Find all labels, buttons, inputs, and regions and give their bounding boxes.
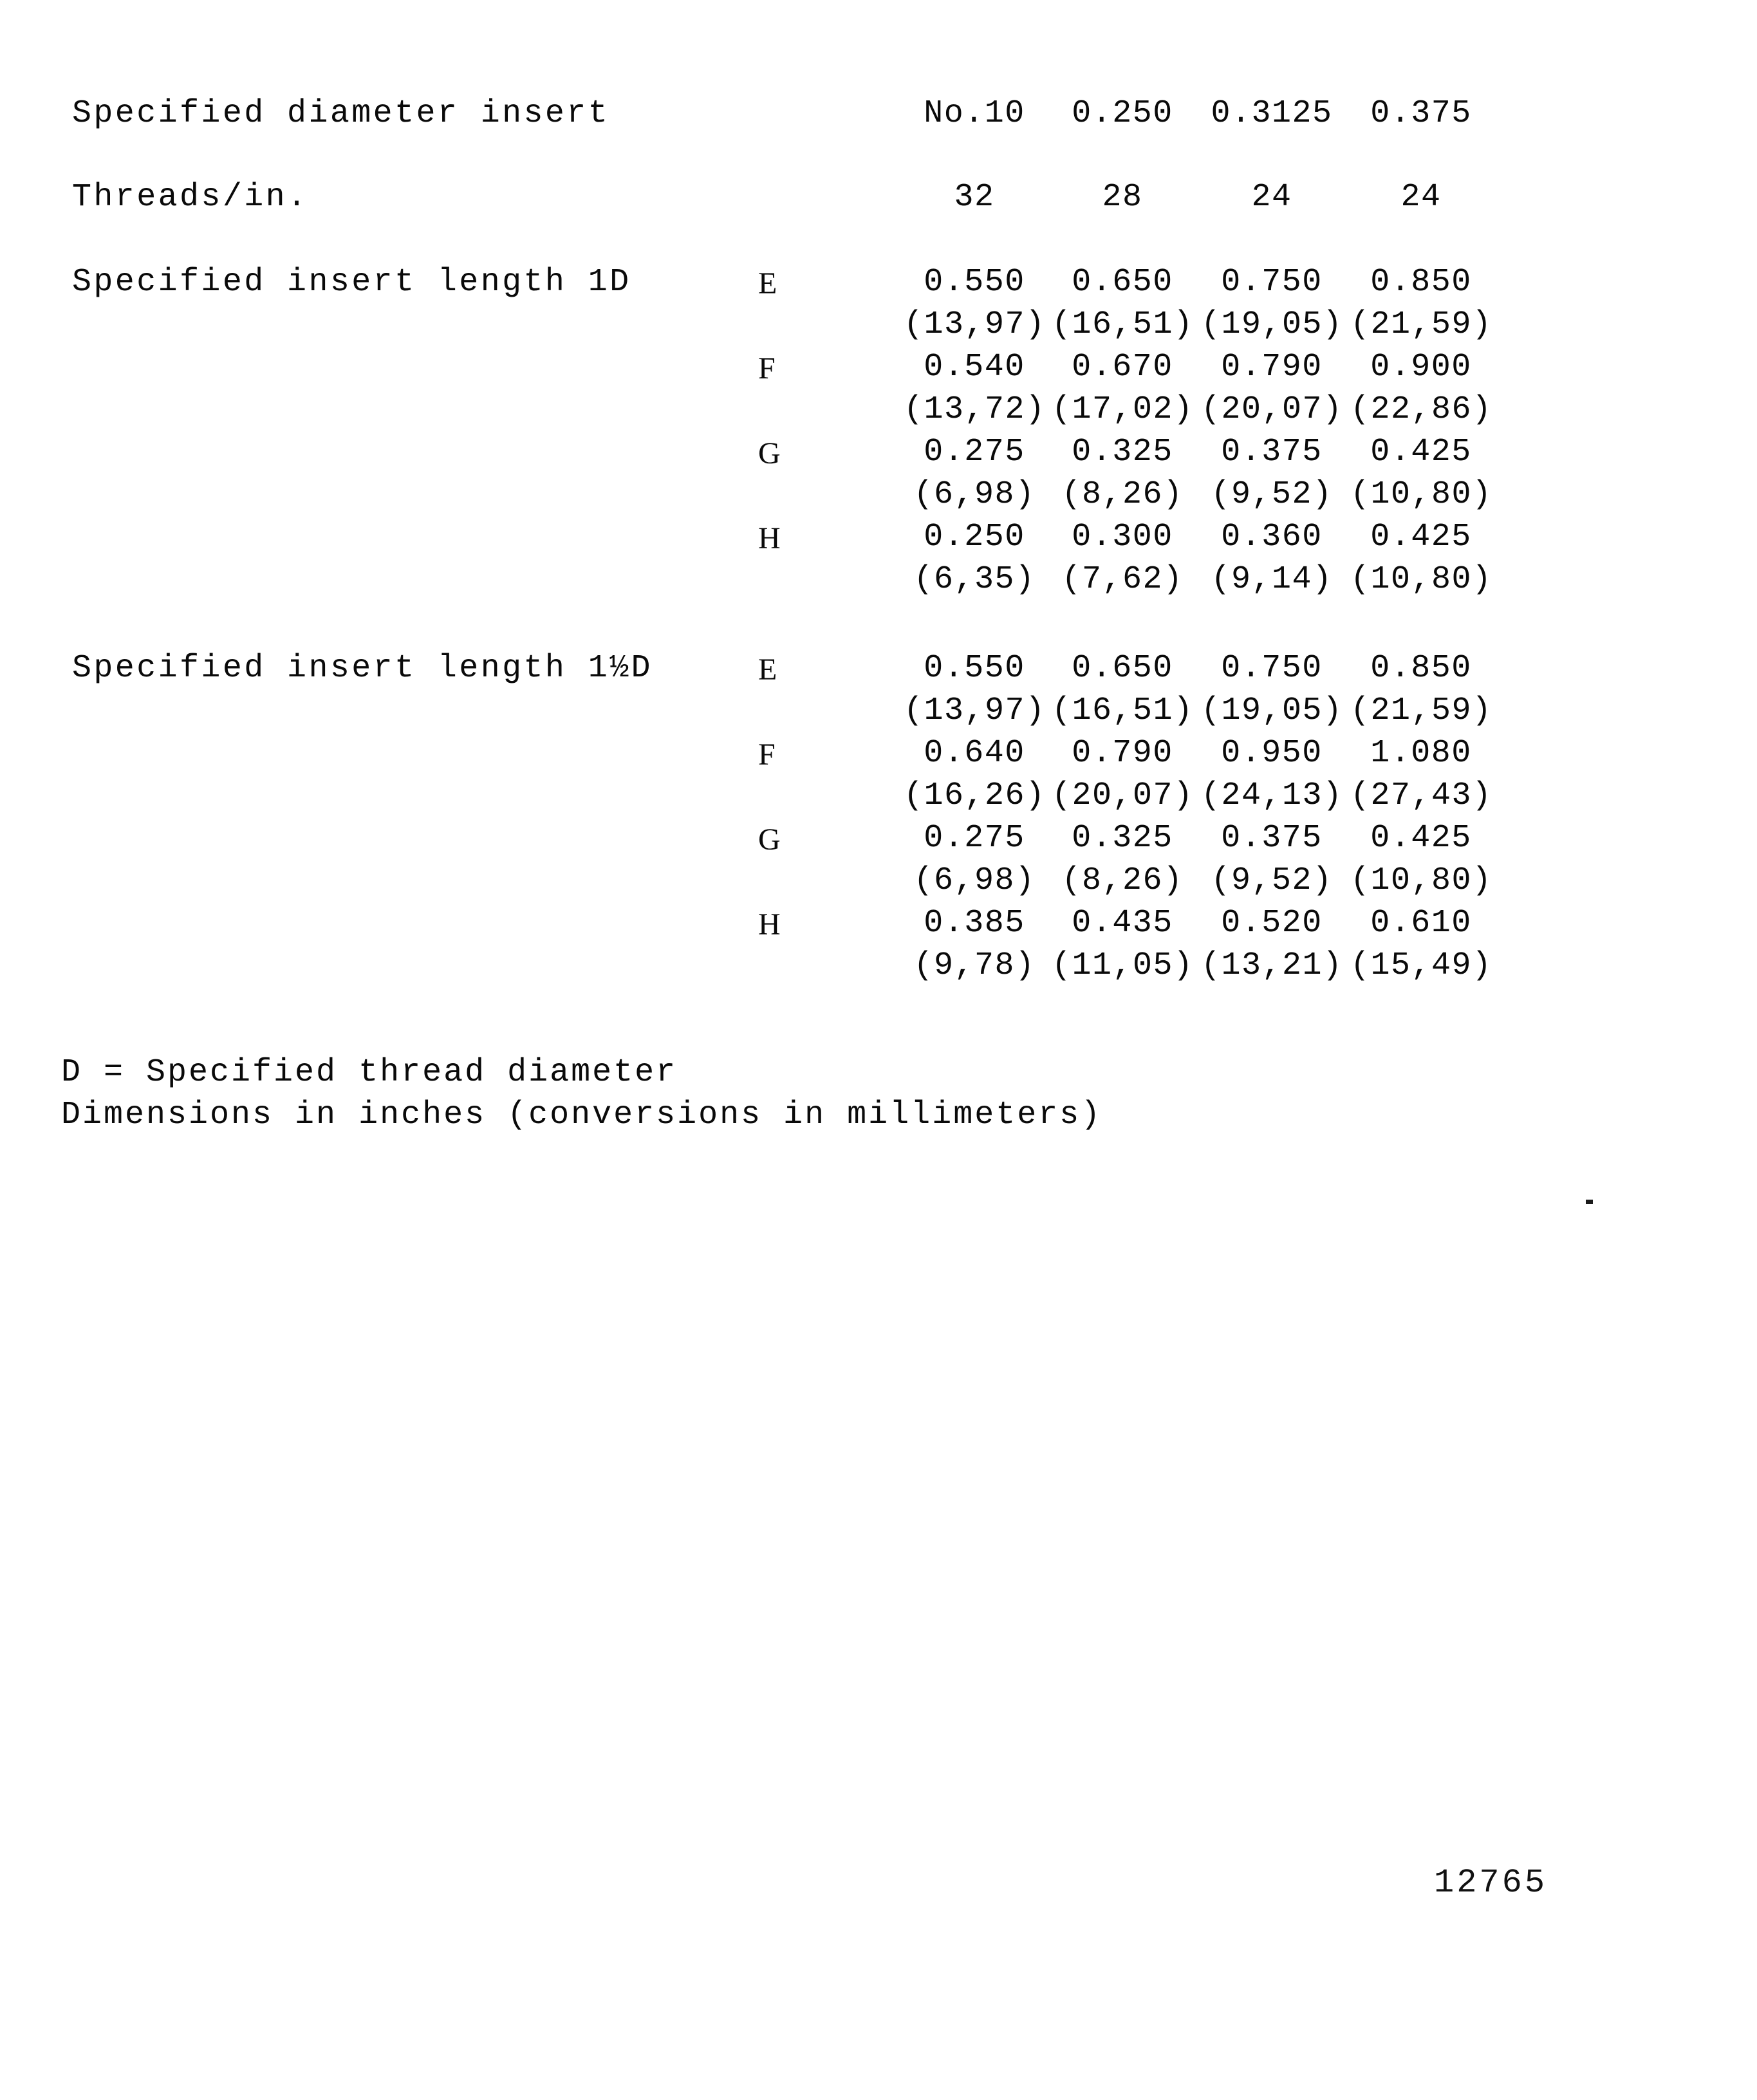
cell-b1-e-mm-2: (16,51)	[1052, 306, 1194, 343]
header-value-col-4: 0.375	[1370, 95, 1472, 132]
row-label-specified-diameter-insert: Specified diameter insert	[72, 95, 610, 132]
cell-b1-g-in-3: 0.375	[1221, 434, 1323, 470]
cell-b1-h-mm-1: (6,35)	[913, 561, 1036, 598]
cell-b2-e-mm-1: (13,97)	[904, 692, 1046, 729]
cell-b2-h-in-4: 0.610	[1370, 905, 1472, 942]
cell-b2-f-in-2: 0.790	[1072, 735, 1173, 772]
threads-value-col-4: 24	[1400, 179, 1442, 216]
cell-b1-g-mm-2: (8,26)	[1061, 476, 1184, 513]
sub-row-label-g-block2: G	[758, 822, 781, 857]
cell-b1-f-mm-4: (22,86)	[1350, 391, 1492, 428]
document-number: 12765	[1434, 1864, 1548, 1902]
cell-b2-g-mm-2: (8,26)	[1061, 862, 1184, 899]
cell-b2-h-in-2: 0.435	[1072, 905, 1173, 942]
cell-b2-f-in-4: 1.080	[1370, 735, 1472, 772]
cell-b1-e-in-2: 0.650	[1072, 264, 1173, 301]
cell-b1-f-mm-3: (20,07)	[1201, 391, 1343, 428]
cell-b1-h-in-2: 0.300	[1072, 519, 1173, 555]
cell-b2-h-in-3: 0.520	[1221, 905, 1323, 942]
footnote-thread-diameter: D = Specified thread diameter	[61, 1054, 678, 1091]
sub-row-label-e-block1: E	[758, 266, 777, 301]
cell-b2-f-mm-2: (20,07)	[1052, 777, 1194, 814]
cell-b2-f-mm-4: (27,43)	[1350, 777, 1492, 814]
cell-b2-g-in-1: 0.275	[924, 820, 1025, 857]
scan-speck-artifact	[1586, 1200, 1593, 1204]
cell-b1-e-in-1: 0.550	[924, 264, 1025, 301]
cell-b1-g-mm-4: (10,80)	[1350, 476, 1492, 513]
cell-b2-g-mm-3: (9,52)	[1211, 862, 1333, 899]
cell-b1-f-mm-1: (13,72)	[904, 391, 1046, 428]
sub-row-label-f-block1: F	[758, 351, 776, 386]
sub-row-label-g-block1: G	[758, 436, 781, 470]
sub-row-label-h-block1: H	[758, 521, 781, 555]
cell-b2-e-in-3: 0.750	[1221, 650, 1323, 687]
cell-b2-g-in-2: 0.325	[1072, 820, 1173, 857]
cell-b1-g-in-2: 0.325	[1072, 434, 1173, 470]
cell-b2-g-mm-4: (10,80)	[1350, 862, 1492, 899]
cell-b2-f-mm-1: (16,26)	[904, 777, 1046, 814]
cell-b1-h-in-3: 0.360	[1221, 519, 1323, 555]
cell-b1-f-mm-2: (17,02)	[1052, 391, 1194, 428]
cell-b2-e-mm-2: (16,51)	[1052, 692, 1194, 729]
cell-b2-h-mm-2: (11,05)	[1052, 947, 1194, 984]
cell-b1-f-in-1: 0.540	[924, 349, 1025, 386]
threads-value-col-2: 28	[1102, 179, 1143, 216]
cell-b2-h-in-1: 0.385	[924, 905, 1025, 942]
cell-b1-e-mm-3: (19,05)	[1201, 306, 1343, 343]
cell-b1-e-in-3: 0.750	[1221, 264, 1323, 301]
cell-b2-g-in-4: 0.425	[1370, 820, 1472, 857]
threads-value-col-1: 32	[954, 179, 995, 216]
cell-b1-f-in-4: 0.900	[1370, 349, 1472, 386]
cell-b1-f-in-3: 0.790	[1221, 349, 1323, 386]
cell-b1-h-mm-4: (10,80)	[1350, 561, 1492, 598]
cell-b2-h-mm-4: (15,49)	[1350, 947, 1492, 984]
cell-b2-f-mm-3: (24,13)	[1201, 777, 1343, 814]
cell-b1-g-in-4: 0.425	[1370, 434, 1472, 470]
row-label-threads-per-inch: Threads/in.	[72, 179, 309, 216]
cell-b2-g-mm-1: (6,98)	[913, 862, 1036, 899]
cell-b2-h-mm-1: (9,78)	[913, 947, 1036, 984]
sub-row-label-f-block2: F	[758, 738, 776, 772]
cell-b2-e-mm-3: (19,05)	[1201, 692, 1343, 729]
cell-b1-e-mm-4: (21,59)	[1350, 306, 1492, 343]
cell-b1-g-mm-1: (6,98)	[913, 476, 1036, 513]
cell-b2-e-in-4: 0.850	[1370, 650, 1472, 687]
sub-row-label-h-block2: H	[758, 907, 781, 942]
cell-b1-h-in-1: 0.250	[924, 519, 1025, 555]
cell-b1-g-mm-3: (9,52)	[1211, 476, 1333, 513]
cell-b2-e-in-2: 0.650	[1072, 650, 1173, 687]
cell-b1-e-mm-1: (13,97)	[904, 306, 1046, 343]
header-value-col-1: No.10	[924, 95, 1025, 132]
threads-value-col-3: 24	[1251, 179, 1292, 216]
block-label-insert-length-1d: Specified insert length 1D	[72, 264, 631, 301]
header-value-col-3: 0.3125	[1211, 95, 1333, 132]
header-value-col-2: 0.250	[1072, 95, 1173, 132]
cell-b1-h-mm-3: (9,14)	[1211, 561, 1333, 598]
cell-b1-e-in-4: 0.850	[1370, 264, 1472, 301]
cell-b1-h-mm-2: (7,62)	[1061, 561, 1184, 598]
footnote-units: Dimensions in inches (conversions in millimeters)	[61, 1097, 1102, 1133]
cell-b2-f-in-1: 0.640	[924, 735, 1025, 772]
cell-b2-f-in-3: 0.950	[1221, 735, 1323, 772]
cell-b2-e-mm-4: (21,59)	[1350, 692, 1492, 729]
cell-b2-h-mm-3: (13,21)	[1201, 947, 1343, 984]
cell-b2-g-in-3: 0.375	[1221, 820, 1323, 857]
cell-b1-h-in-4: 0.425	[1370, 519, 1472, 555]
sub-row-label-e-block2: E	[758, 653, 777, 687]
cell-b1-g-in-1: 0.275	[924, 434, 1025, 470]
cell-b2-e-in-1: 0.550	[924, 650, 1025, 687]
block-label-insert-length-1-5d: Specified insert length 1½D	[72, 650, 653, 687]
cell-b1-f-in-2: 0.670	[1072, 349, 1173, 386]
